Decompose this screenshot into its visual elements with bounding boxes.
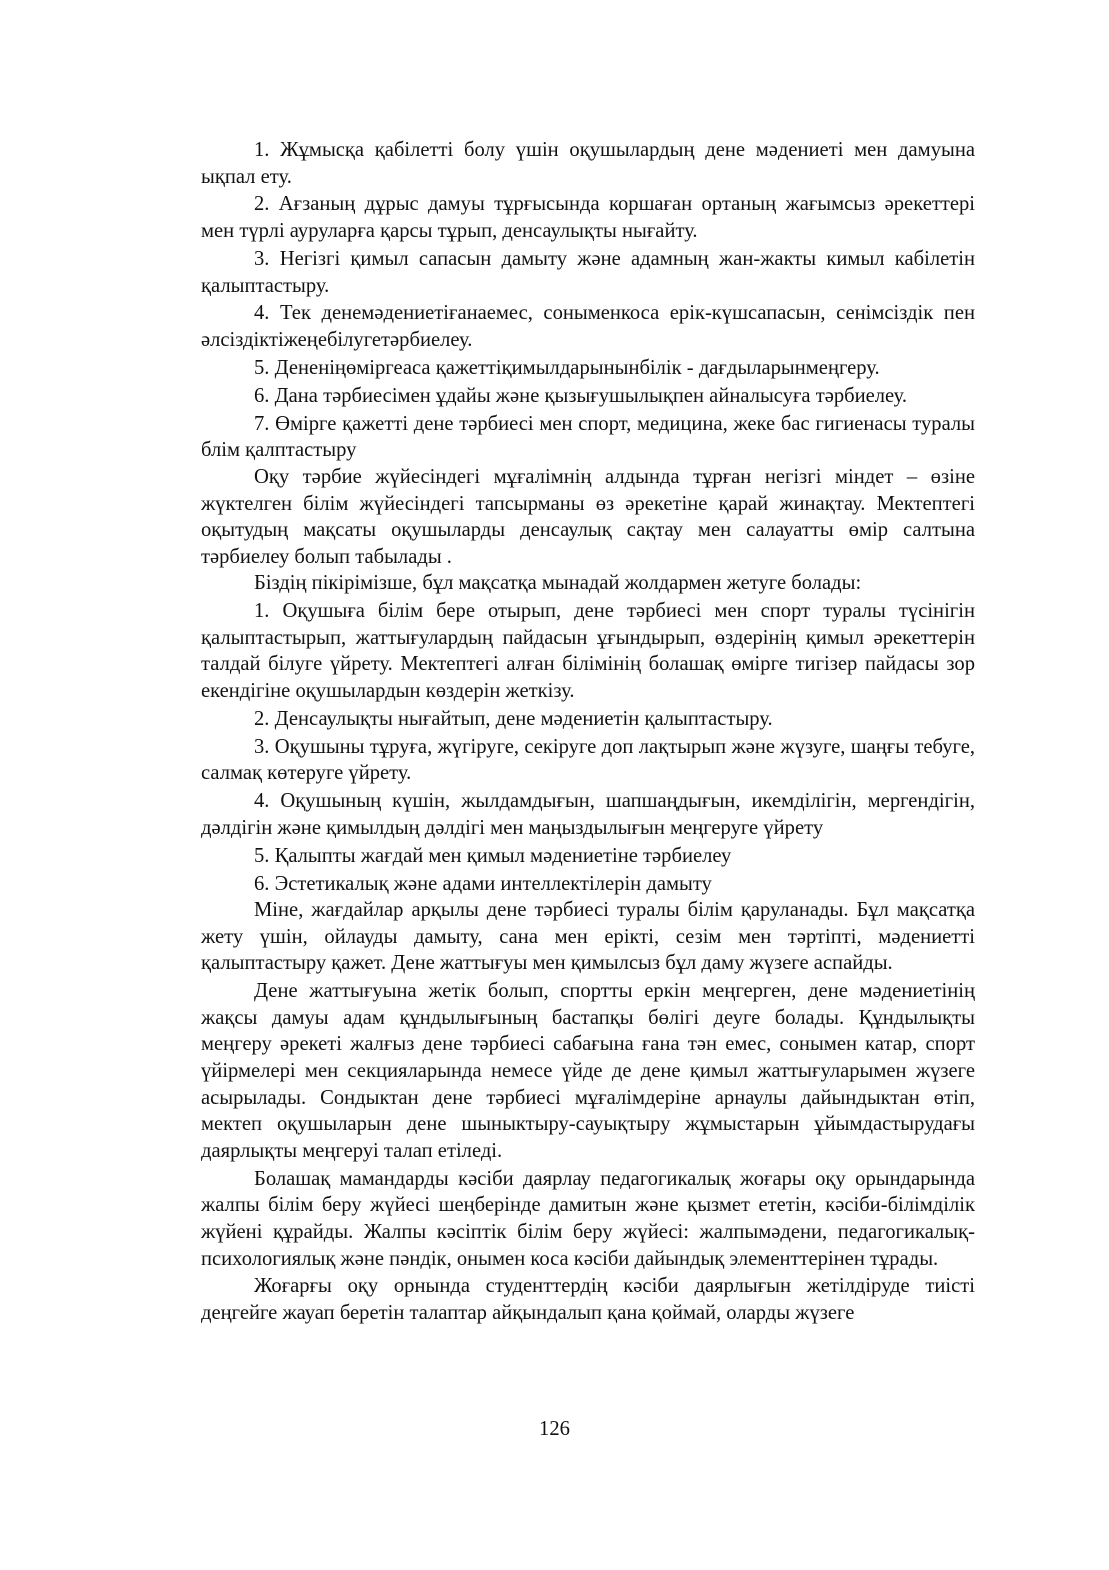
way-item-6: 6. Эстетикалық және адами интеллектілерін дамыту [254,872,712,895]
higher-education-paragraph: Жоғарғы оқу орнында студенттердің кәсіби даярлығын жетілдіруде тиісті деңгейге жауап беретін талаптар айқындалып қана қоймай, оларды жүзеге [201,1275,975,1324]
goal-item-4: 4. Тек денемәдениетіғанаемес, сонымeнкоса ерік-күшсапасын, сенімсіздік пен әлсіздіктіжеңебілугетәрбиелеу. [201,302,975,352]
teacher-task-paragraph: Оқу тәрбие жүйесіндегі мұғалімнің алдында тұрған негізгі міндет – өзіне жүктелген білім жүйесіндегі тапсырманы өз әрекетіне қарай жинақтау. Мектептегі оқытудың мақсаты оқушыларды денсаулық сақтау мен салауатты өмір салтына тәрбиелеу болып табылады . [201,465,975,568]
professional-training-paragraph: Болашақ мамандарды кәсіби даярлау педагогикалық жоғары оқу орындарында жалпы білім беру жүйесі шеңберінде дамитын және қызмет ететін, кәсіби-білімділік жүйені құрайды. Жалпы кәсіптік білім беру жүйесі: жалпымәдени, педагогикалық-психологиялық және пәндік, онымен коса кәсіби дайындық элементтерінен тұрады. [201,1167,975,1270]
way-item-1: 1. Оқушыға білім бере отырып, дене тәрбиесі мен спорт туралы түсінігін қалыптастырып, жаттығулардың пайдасын ұғындырып, өздерінің қимыл әрекеттерін талдай білуге үйрету. Мектептегі алған білімінің болашақ өмірге тигізер пайдасы зор екендігіне оқушылардын көздерін жеткізу. [201,600,975,702]
goal-item-5: 5. Дененіңөмiргеаса қажеттіқимылдарынынбілік - дағдыларынмеңгеру. [254,356,880,379]
way-item-4: 4. Оқушының күшін, жылдамдығын, шапшаңдығын, икемділігін, мергендігін, дәлдігін және қимылдың дәлдігі мен маңыздылығын меңгеруге үйрету [201,790,975,839]
way-item-2: 2. Денсаулықты нығайтып, дене мәдениетін қалыптастыру. [254,707,773,730]
goal-item-6: 6. Дана тәрбиесімен ұдайы және қызығушылықпен айналысуға тәрбиелеу. [254,384,908,407]
page-number: 126 [539,1418,570,1440]
goal-item-2: 2. Ағзаның дұрыс дамуы тұрғысында коршаған ортаның жағымсыз әрекеттері мен түрлі ауруларға қарсы тұрып, денсаулықты нығайту. [201,193,975,243]
goal-item-3: 3. Негізгі қимыл сапасын дамыту және адамның жан-жакты кимыл кабілетін қалыптастыру. [201,247,975,297]
physical-culture-paragraph: Дене жаттығуына жетік болып, спортты еркін меңгерген, дене мәдениетінің жақсы дамуы адам құндылығының бастапқы бөлігі деуге болады. Құндылықты меңгеру әрекеті жалғыз дене тәрбиесі сабағына ғана тән емес, сонымен катар, спорт үйірмелері мен секцияларында немесе үйде де дене қимыл жаттығуларымен жүзеге асырылады. Сондыктан дене тәрбиесі мұғалімдеріне арнаулы дайындыктан өтіп, мектеп оқушыларын дене шыныктыру-сауықтыру жұмыстарын ұйымдастырудағы даярлықты меңгеруі талап етіледі. [201,980,975,1162]
page-body [201,137,975,1328]
way-item-3: 3. Оқушыны тұруға, жүгіруге, секіруге доп лақтырып және жүзуге, шаңғы тебуге, салмақ көтеруге үйрету. [201,735,975,785]
goal-item-7: 7. Өмірге қажетті дене тәрбиесі мен спорт, медицина, жеке бас гигиенасы туралы блім қалптастыру [201,412,975,462]
ways-intro-paragraph: Біздің пікірімізше, бұл мақсатқа мынадай жолдармен жетуге болады: [254,572,862,595]
goal-item-1: 1. Жұмысқа қабілетті болу үшін оқушылардың дене мәдениеті мен дамуына ықпал ету. [201,139,975,188]
conclusion-paragraph: Міне, жағдайлар арқылы дене тәрбиесі туралы білім қаруланады. Бұл мақсатқа жету үшін, ойлауды дамыту, сана мен ерікті, сезім мен тәртіпті, мәдениетті қалыптастыру қажет. Дене жаттығуы мен қимылсыз бұл даму жүзеге аспайды. [201,899,975,975]
way-item-5: 5. Қалыпты жағдай мен қимыл мәдениетіне тәрбиелеу [254,844,732,867]
